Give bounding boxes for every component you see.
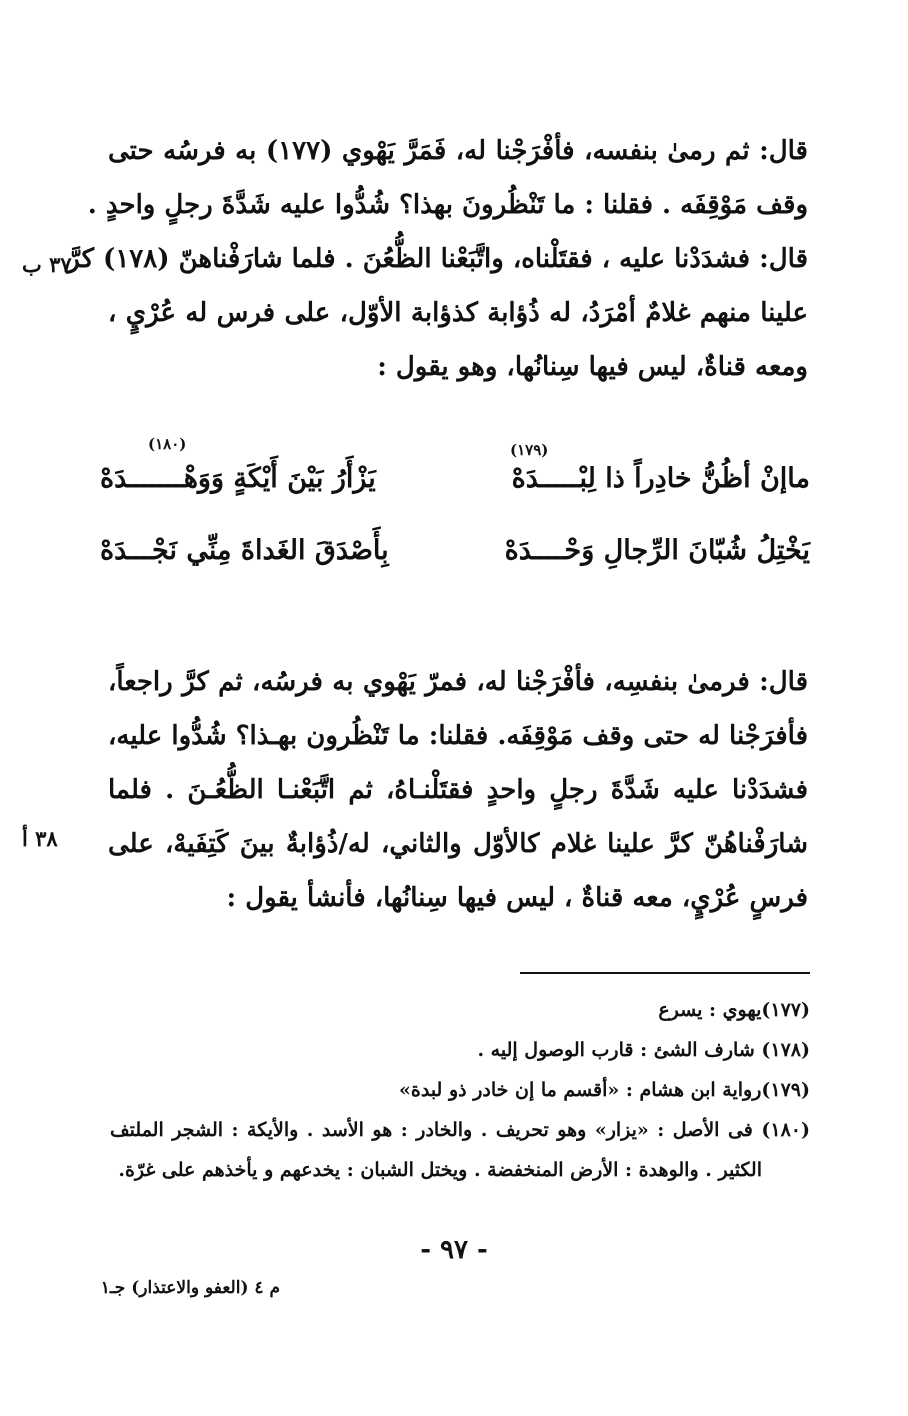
- verse-line: [100, 535, 810, 595]
- paragraph-line: شارَفْناهُنّ كرَّ علينا غلام كالأوّل والثاني، له/ذُؤابةٌ بينَ كَتِفَيهْ، على: [108, 829, 808, 859]
- footnotes: [110, 990, 810, 1190]
- printer-signature: م ٤ (العفو والاعتذار) جـ١: [100, 1278, 280, 1298]
- verse-hemistich-right: ماإنْ أظُنُّ خادِراً ذا لِبْـــــدَهْ: [511, 463, 810, 494]
- paragraph-line: فأفرَجْنا له حتى وقف مَوْقِفَه. فقلنا: ما تَنْظُرون بهـذا؟ شُدُّوا عليه،: [108, 721, 808, 751]
- paragraph-1: [67, 124, 808, 394]
- footnote-divider: [520, 972, 810, 974]
- paragraph-line: ومعه قناةٌ، ليس فيها سِنانُها، وهو يقول :: [377, 352, 808, 382]
- margin-folio-note: ٣٧ ب: [22, 252, 72, 277]
- verse-hemistich-left: بِأَصْدَقَ الغَداةَ مِنِّي نَجْـــدَهْ: [100, 535, 389, 566]
- footnote-ref-179: (١٧٩): [510, 441, 549, 459]
- paragraph-line: قال: فشدَدْنا عليه ، فقتَلْناه، واتَّبَعْنا الظُّعُنَ . فلما شارَفْناهنّ (١٧٨) كرَّ: [67, 244, 808, 274]
- footnote: (١٧٨) شارف الشئ : قارب الوصول إليه .: [477, 1039, 810, 1061]
- page-number: - ٩٧ -: [420, 1235, 488, 1265]
- paragraph-line: وقف مَوْقِفَه . فقلنا : ما تَنْظُرونَ بهذا؟ شُدُّوا عليه شَدَّةَ رجلٍ واحدٍ .: [87, 190, 808, 220]
- paragraph-line: فشدَدْنا عليه شَدَّةَ رجلٍ واحدٍ فقتَلْنـاهُ، ثم اتَّبَعْنـا الظُّعُـنَ . فلما: [108, 775, 808, 805]
- verse-line: [100, 463, 810, 523]
- footnote: (١٧٧)يهوي : يسرع: [658, 999, 810, 1021]
- paragraph-line: فرسٍ عُرْيٍ، معه قناةٌ ، ليس فيها سِنانُها، فأنشأ يقول :: [226, 883, 808, 913]
- paragraph-line: قال: ثم رمىٰ بنفسه، فأفْرَجْنا له، فَمَرَّ يَهْوي (١٧٧) به فرسُه حتى: [108, 136, 808, 166]
- verse-hemistich-left: يَزْأَرُ بَيْنَ أَيْكَةٍ وَوَهْـــــــدَهْ: [100, 463, 376, 494]
- footnote-continuation: الكثير . والوهدة : الأرض المنخفضة . ويختل الشبان : يخدعهم و يأخذهم على غرّة.: [118, 1159, 762, 1181]
- paragraph-2: [108, 655, 808, 925]
- footnote-ref-180: (١٨٠): [148, 435, 187, 453]
- verse-hemistich-right: يَخْتِلُ شُبّانَ الرِّجالِ وَحْــــدَهْ: [504, 535, 810, 566]
- paragraph-line: علينا منهم غلامٌ أمْرَدُ، له ذُؤابة كذؤابة الأوّل، على فرس له عُرْيٍ ،: [108, 298, 808, 328]
- footnote: (١٨٠) فى الأصل : «يزار» وهو تحريف . والخادر : هو الأسد . والأيكة : الشجر الملتف: [110, 1119, 810, 1141]
- margin-folio-note: ٣٨ أ: [22, 826, 58, 851]
- paragraph-line: قال: فرمىٰ بنفسِه، فأفْرَجْنا له، فمرّ يَهْوي به فرسُه، ثم كرَّ راجعاً،: [108, 667, 808, 697]
- footnote: (١٧٩)رواية ابن هشام : «أقسم ما إن خادر ذو لبدة»: [399, 1079, 810, 1101]
- verse-block: [100, 435, 810, 585]
